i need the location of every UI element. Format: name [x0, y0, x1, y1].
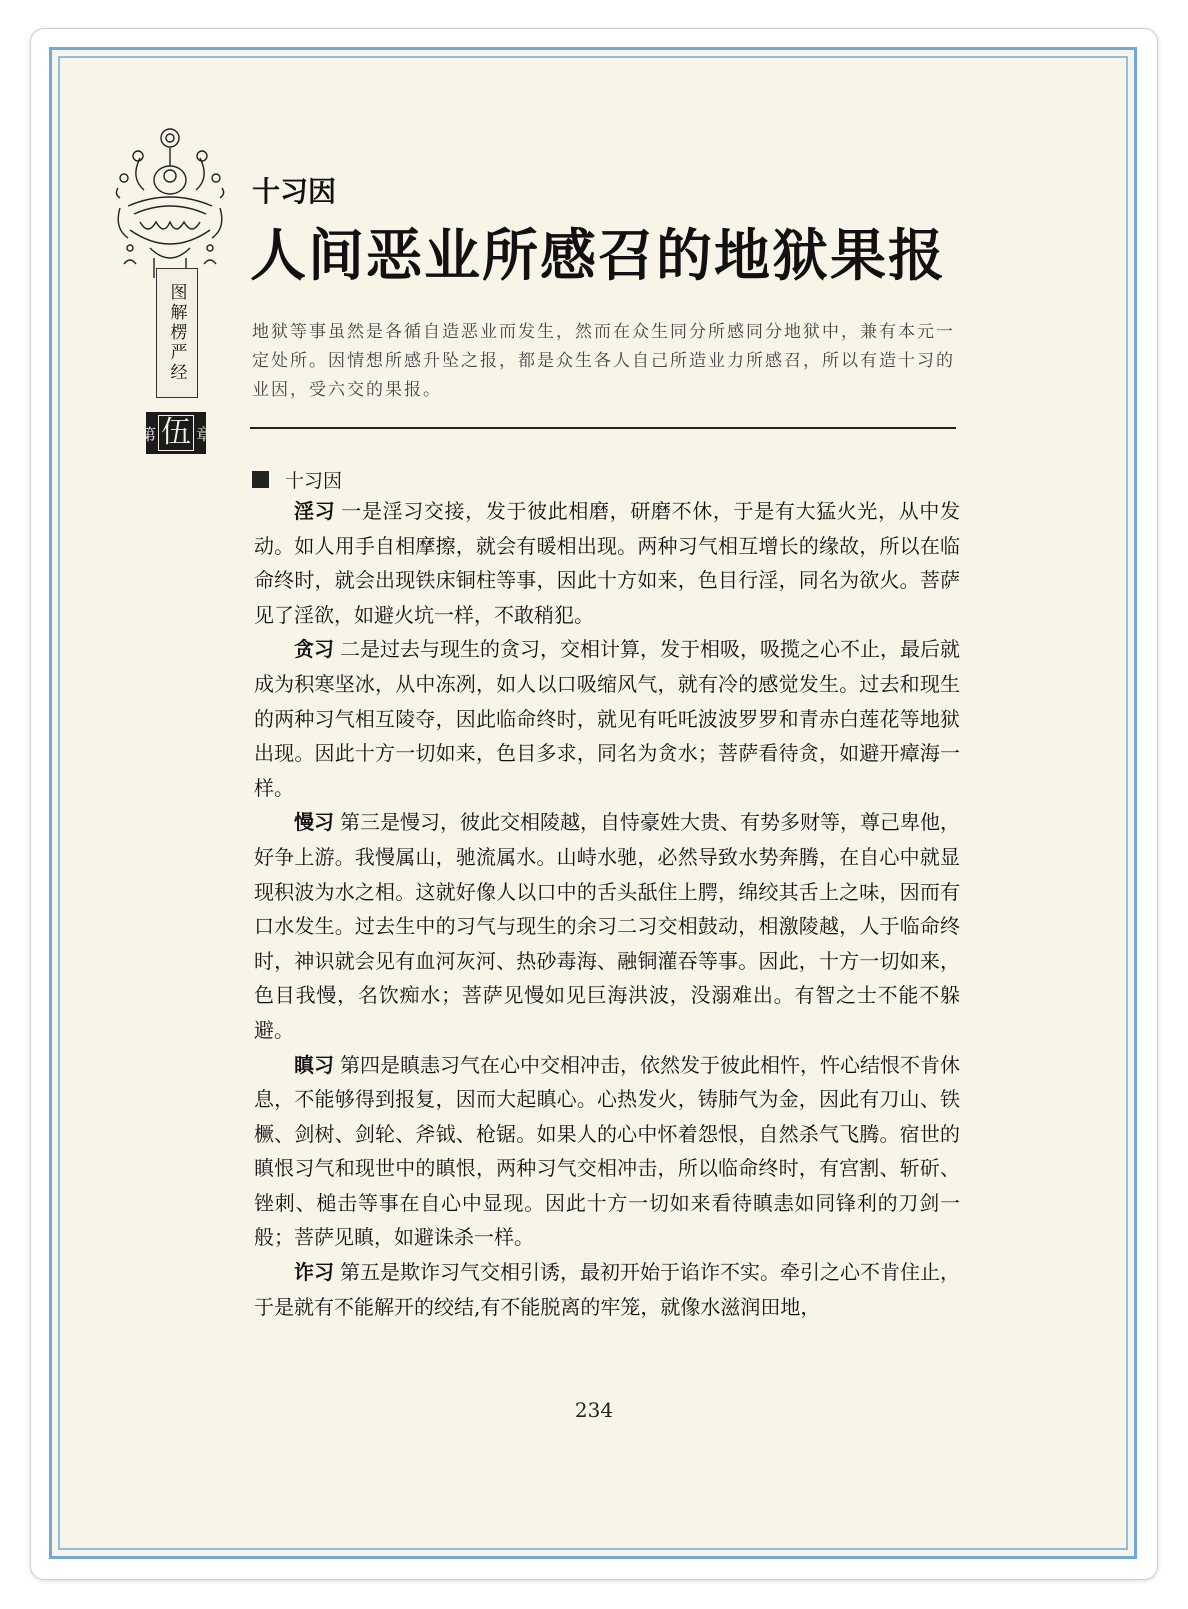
paragraph: [254, 805, 960, 1047]
paragraph-term: 诈习: [294, 1260, 334, 1285]
paragraph: [254, 632, 960, 805]
paragraph-text: 二是过去与现生的贪习，交相计算，发于相吸，吸揽之心不止，最后就成为积寒坚冰，从中冻冽，如人以口吸缩风气，就有冷的感觉发生。过去和现生的两种习气相互陵夺，因此临命终时，就见有吒吒波波罗罗和青赤白莲花等地狱出现。因此十方一切如来，色目多求，同名为贪水；菩萨看待贪，如避开瘴海一样。: [254, 637, 960, 800]
buddha-ornament-icon: [110, 118, 230, 293]
paragraph-text: 一是淫习交接，发于彼此相磨，研磨不休，于是有大猛火光，从中发动。如人用手自相摩擦，就会有暖相出现。两种习气相互增长的缘故，所以在临命终时，就会出现铁床铜柱等事，因此十方如来，色目行淫，同名为欲火。菩萨见了淫欲，如避火坑一样，不敢稍犯。: [254, 499, 961, 627]
paragraph-term: 贪习: [294, 637, 334, 662]
paragraph: [254, 1048, 960, 1256]
book-title-text: 图解楞严经: [166, 283, 187, 383]
paragraph-term: 淫习: [294, 499, 336, 523]
paragraph: [254, 1255, 960, 1324]
paragraph: [254, 494, 960, 632]
page-number: 234: [574, 1398, 614, 1422]
paragraph-text: 第四是瞋恚习气在心中交相冲击，依然发于彼此相忤，忤心结恨不肯休息，不能够得到报复，因而大起瞋心。心热发火，铸肺气为金，因此有刀山、铁橛、剑树、剑轮、斧钺、枪锯。如果人的心中怀着怨恨，自然杀气飞腾。宿世的瞋恨习气和现世中的瞋恨，两种习气交相冲击，所以临命终时，有宫割、斩斫、锉刺、槌击等事在自心中显现。因此十方一切如来看待瞋恚如同锋利的刀剑一般；菩萨见瞋，如避诛杀一样。: [254, 1052, 960, 1250]
book-title-label: [156, 268, 198, 398]
chapter-suffix: 章: [196, 424, 213, 444]
page-title: 人间恶业所感召的地狱果报: [250, 223, 946, 289]
section-heading: [252, 466, 342, 493]
chapter-number: 伍: [158, 415, 194, 451]
chapter-prefix: 第: [139, 424, 156, 444]
paragraph-term: 瞋习: [294, 1052, 334, 1077]
paragraph-term: 慢习: [294, 810, 334, 835]
section-heading-text: 十习因: [285, 470, 343, 492]
paragraph-text: 第三是慢习，彼此交相陵越，自恃豪姓大贵、有势多财等，尊己卑他，好争上游。我慢属山，驰流属水。山峙水驰，必然导致水势奔腾，在自心中就显现积波为水之相。这就好像人以口中的舌头舐住上腭，绵绞其舌上之味，因而有口水发生。过去生中的习气与现生的余习二习交相鼓动，相激陵越，人于临命终时，神识就会见有血河灰河、热砂毒海、融铜灌吞等事。因此，十方一切如来，色目我慢，名饮痴水；菩萨见慢如见巨海洪波，没溺难出。有智之士不能不躲避。: [254, 810, 960, 1042]
divider: [250, 427, 956, 429]
section-kicker: 十习因: [252, 175, 337, 208]
chapter-badge: [139, 412, 213, 454]
intro-paragraph: 地狱等事虽然是各循自造恶业而发生，然而在众生同分所感同分地狱中，兼有本元一定处所。因情想所感升坠之报，都是众生各人自己所造业力所感召，所以有造十习的业因，受六交的果报。: [252, 322, 955, 400]
body-text: [254, 494, 960, 1324]
square-bullet-icon: [252, 471, 269, 488]
paragraph-text: 第五是欺诈习气交相引诱，最初开始于谄诈不实。牵引之心不肯住止，于是就有不能解开的绞结,有不能脱离的牢笼，就像水滋润田地，: [254, 1260, 960, 1319]
